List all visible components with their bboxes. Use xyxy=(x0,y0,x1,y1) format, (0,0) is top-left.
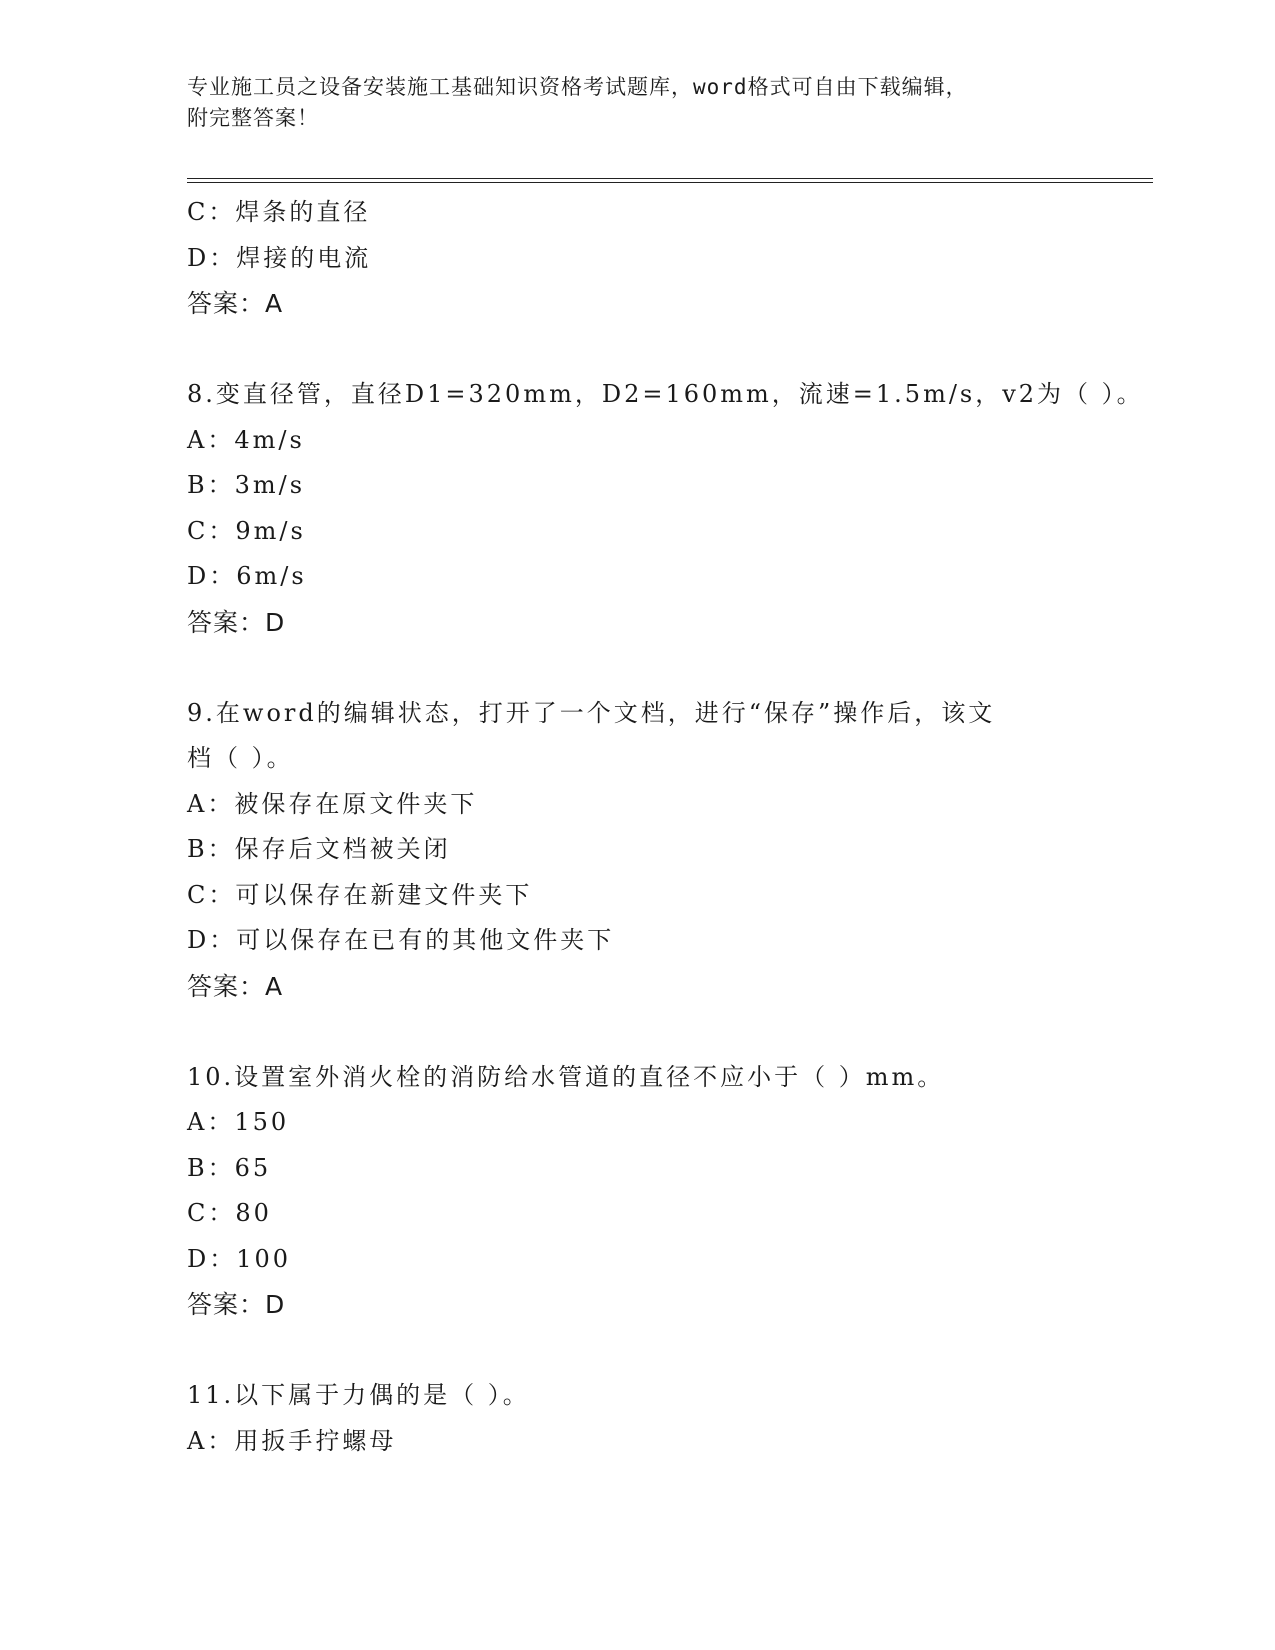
document-header xyxy=(187,72,1067,134)
option-d: D：100 xyxy=(187,1244,292,1273)
question-block-8 xyxy=(187,372,1144,645)
spacer xyxy=(187,1328,1087,1374)
header-title-line-1: 专业施工员之设备安装施工基础知识资格考试题库，word格式可自由下载编辑， xyxy=(187,75,968,99)
option-b: B：3m/s xyxy=(187,471,306,499)
question-text-line-2: 档（ ）。 xyxy=(187,744,294,772)
option-a: A：150 xyxy=(187,1108,290,1136)
option-c: C：可以保存在新建文件夹下 xyxy=(187,880,533,909)
option-a: A：4m/s xyxy=(187,425,305,454)
question-block-7 xyxy=(187,190,1087,327)
question-text-line-1: 9.在word的编辑状态，打开了一个文档，进行“保存”操作后，该文 xyxy=(187,698,996,727)
option-d: D：可以保存在已有的其他文件夹下 xyxy=(187,926,615,954)
header-title-line-2: 附完整答案！ xyxy=(187,106,319,130)
question-block-10 xyxy=(187,1055,1087,1328)
option-d: D：6m/s xyxy=(187,562,307,590)
spacer xyxy=(187,1009,1087,1055)
spacer xyxy=(187,327,1087,373)
option-d: D：焊接的电流 xyxy=(187,243,372,272)
answer-line: 答案：D xyxy=(187,1290,286,1319)
answer-line: 答案：A xyxy=(187,971,284,1001)
question-text: 11.以下属于力偶的是（ ）。 xyxy=(187,1381,530,1409)
question-text: 10.设置室外消火栓的消防给水管道的直径不应小于（ ）mm。 xyxy=(187,1062,945,1091)
option-a: A：被保存在原文件夹下 xyxy=(187,789,478,818)
question-block-9 xyxy=(187,691,1087,1010)
option-b: B：保存后文档被关闭 xyxy=(187,835,451,863)
option-c: C：9m/s xyxy=(187,516,306,545)
answer-line: 答案：A xyxy=(187,289,284,318)
answer-line: 答案：D xyxy=(187,607,286,637)
option-c: C：80 xyxy=(187,1199,272,1227)
option-c: C：焊条的直径 xyxy=(187,198,371,226)
spacer xyxy=(187,645,1087,691)
question-text: 8.变直径管，直径D1=320mm，D2=160mm，流速=1.5m/s，v2为（ ）。 xyxy=(187,380,1144,408)
question-list xyxy=(187,190,1144,1464)
question-block-11 xyxy=(187,1373,1087,1464)
option-b: B：65 xyxy=(187,1153,272,1182)
option-a: A：用扳手拧螺母 xyxy=(187,1426,397,1455)
header-double-rule xyxy=(187,178,1153,183)
